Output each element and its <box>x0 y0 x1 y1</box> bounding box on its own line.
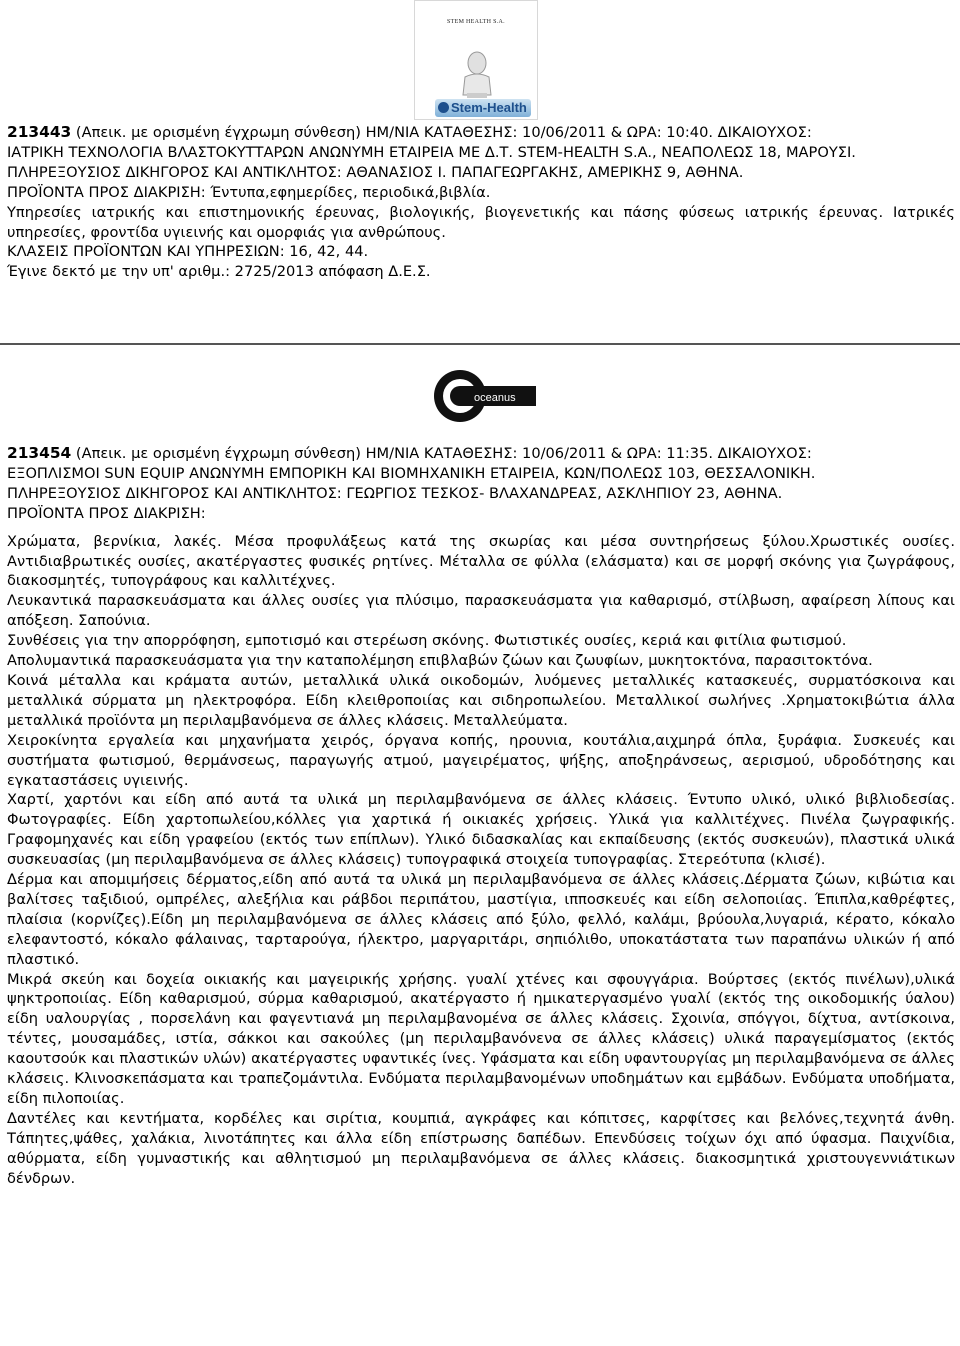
product-paragraph: Λευκαντικά παρασκευάσματα και άλλες ουσίες για πλύσιμο, παρασκευάσματα για καθαρισμό, στίλβωση, αφαίρεση λίπους και απόξεση. Σαπούνια. <box>7 592 955 630</box>
product-paragraph: Δέρμα και απομιμήσεις δέρματος,είδη από αυτά τα υλικά μη περιλαμβανόμενα σε άλλες κλάσεις.Δέρματα ζώων, κιβώτια και βαλίτσες ταξιδιού, ομπρέλες, αλεξήλια και ράβδοι περιπάτου, μαστίγια, ιπποσκευές και είδη σελοποιίας. Έπιπλα,καθρέφτες, πλαίσια (κορνίζες).Είδη μη περιλαμβανόμενα σε άλλες κλάσεις από ξύλο, φελλό, καλάμι, βρύουλα,λυγαριά, κέρατο, κόκαλο ελεφαντοστό, κόκαλο φάλαινας, ταρταρούγα, ήλεκτρο, μαργαριτάρι, σηπιόλιθο, υποκατάστατα των παραπάνω υλικών ή από πλαστικό. <box>7 871 955 968</box>
product-paragraph: Μικρά σκεύη και δοχεία οικιακής και μαγειρικής χρήσης. γυαλί χτένες και σφουγγάρια. Βούρτσες (εκτός πινέλων),υλικά ψηκτροποιίας. Είδη καθαρισμού, σύρμα καθαρισμού, ακατέργαστο ή ημικατεργασμένο γυαλί (εκτός της οικοδομικής ύαλου) είδη υαλουργίας , πορσελάνη και φαγεντιανά μη περιλαμβανομένα σε άλλες κλάσεις. Σχοινία, σπόγγοι, δίχτυα, αντίσκοινα, τέντες, μουσαμάδες, ιστία, σάκκοι και σακούλες (μη περιλαμβανόνενα σε άλλες κλάσεις) υλικά παραγεμίσματος (εκτός καουτσούκ και πλαστικών υλών) ακατέργαστες υφαντικές ίνες. Υφάσματα και είδη υφαντουργίας μη περιλαμβανόμενα σε άλλες κλάσεις. Κλινοσκεπάσματα και τραπεζομάντιλα. Ενδύματα περιλαμβανομένων υποδημάτων και εμβάδων. Ενδύματα υποδήματα, είδη πιλοποιίας. <box>7 970 955 1107</box>
entry-header-rest: (Απεικ. με ορισμένη έγχρωμη σύνθεση) ΗΜ/ΝΙΑ ΚΑΤΑΘΕΣΗΣ: 10/06/2011 & ΩΡΑ: 11:35. ΔΙΚΑΙΟΥΧΟΣ: <box>71 445 812 462</box>
products-line: ΠΡΟΪΟΝΤΑ ΠΡΟΣ ΔΙΑΚΡΙΣΗ: <box>7 504 206 522</box>
products-line: ΠΡΟΪΟΝΤΑ ΠΡΟΣ ΔΙΑΚΡΙΣΗ: Έντυπα,εφημερίδες, περιοδικά,βιβλία. <box>7 183 491 201</box>
entry-number: 213443 <box>7 123 72 141</box>
classes-line: ΚΛΑΣΕΙΣ ΠΡΟΪΟΝΤΩΝ ΚΑΙ ΥΠΗΡΕΣΙΩΝ: 16, 42, 44. <box>7 243 369 261</box>
trademark-entry-213454 <box>7 444 955 1189</box>
product-paragraph: Απολυμαντικά παρασκευάσματα για την καταπολέμηση επιβλαβών ζώων και ζωυφίων, μυκητοκτόνα, παρασιτοκτόνα. <box>7 652 873 670</box>
product-paragraph: Χειροκίνητα εργαλεία και μηχανήματα χειρός, όργανα κοπής, ηρουνια, κουτάλια,αιχμηρά όπλα, ξυράφια. Συσκευές και συστήματα φωτισμού, θερμάνσεως, παραγωγής ατμού, μαγειρέματος, ψήξης, αποξηράνσεως, αερισμού, υδροδότησης και εγκαταστάσεις υγιεινής. <box>7 731 955 789</box>
attorney-line: ΠΛΗΡΕΞΟΥΣΙΟΣ ΔΙΚΗΓΟΡΟΣ ΚΑΙ ΑΝΤΙΚΛΗΤΟΣ: ΑΘΑΝΑΣΙΟΣ Ι. ΠΑΠΑΓΕΩΡΓΑΚΗΣ, ΑΜΕΡΙΚΗΣ 9, ΑΘΗΝΑ. <box>7 163 744 181</box>
owner-line: ΙΑΤΡΙΚΗ ΤΕΧΝΟΛΟΓΙΑ ΒΛΑΣΤΟΚΥΤΤΑΡΩΝ ΑΝΩΝΥΜΗ ΕΤΑΙΡΕΙΑ ΜΕ Δ.Τ. STEM-HEALTH S.A., ΝΕΑΠΟΛΕΩΣ 18, ΜΑΡΟΥΣΙ. <box>7 143 856 161</box>
product-paragraph: Χρώματα, βερνίκια, λακές. Μέσα προφυλάξεως κατά της σκωρίας και μέσα συντηρήσεως ξύλου.Χρωστικές ουσίες. Αντιδιαβρωτικές ουσίες, ακατέργαστες φυσικές ρητίνες. Μέταλλα σε φύλλα (ελάσματα) και σε μορφή σκόνης για ζωγράφους, διακοσμητές, τυπογράφους και καλλιτέχνες. <box>7 532 955 590</box>
decision-line: Έγινε δεκτό με την υπ' αριθμ.: 2725/2013 απόφαση Δ.Ε.Σ. <box>7 263 431 281</box>
logo-company-text: STEM HEALTH S.A. <box>447 19 505 25</box>
bust-statue-icon <box>457 51 497 99</box>
product-paragraph: Κοινά μέταλλα και κράματα αυτών, μεταλλικά υλικά οικοδομών, λυόμενες μεταλλικές κατασκευές, συρματόσκοινα και μεταλλικά σύρματα μη ηλεκτροφόρα. Είδη κλειθροποιίας και σιδηροπωλείου. Μεταλλικοί σωλήνες .Χρηματοκιβώτια άλλα μεταλλικά προϊόντα μη περιλαμβανόμενα σε άλλες κλάσεις. Μεταλλεύματα. <box>7 671 955 729</box>
oceanus-brand-text: oceanus <box>474 392 516 404</box>
trademark-entry-213443 <box>7 123 955 282</box>
brand-globe-icon <box>438 102 449 113</box>
entry-header-rest: (Απεικ. με ορισμένη έγχρωμη σύνθεση) ΗΜ/ΝΙΑ ΚΑΤΑΘΕΣΗΣ: 10/06/2011 & ΩΡΑ: 10:40. ΔΙΚΑΙΟΥΧΟΣ: <box>71 124 812 141</box>
attorney-line: ΠΛΗΡΕΞΟΥΣΙΟΣ ΔΙΚΗΓΟΡΟΣ ΚΑΙ ΑΝΤΙΚΛΗΤΟΣ: ΓΕΩΡΓΙΟΣ ΤΕΣΚΟΣ- ΒΛΑΧΑΝΔΡΕΑΣ, ΑΣΚΛΗΠΙΟΥ 23, ΑΘΗΝΑ. <box>7 484 783 502</box>
product-paragraph: Χαρτί, χαρτόνι και είδη από αυτά τα υλικά μη περιλαμβανόμενα σε άλλες κλάσεις. Έντυπο υλικό, υλικό βιβλιοδεσίας. Φωτογραφίες. Είδη χαρτοπωλείου,κόλλες για χαρτικά ή οικιακές χρήσεις. Υλικά για καλλιτέχνες. Πινέλα ζωγραφικής. Γραφομηχανές και είδη γραφείου (εκτός των επίπλων). Υλικό διδασκαλίας και εκπαίδευσης (εκτός συσκευών), πλαστικά υλικά συσκευασίας (μη περιλαμβανόμενα σε άλλες κλάσεις) τυπογραφικά στοιχεία τυπογραφίας. Στερεότυπα (κλισέ). <box>7 791 955 869</box>
entry-header-line <box>7 123 955 143</box>
entry-number: 213454 <box>7 444 72 462</box>
product-paragraph: Συνθέσεις για την απορρόφηση, εμποτισμό και στερέωση σκόνης. Φωτιστικές ουσίες, κεριά και φιτίλια φωτισμού. <box>7 632 847 650</box>
entry-header-line <box>7 444 955 464</box>
section-divider <box>0 343 960 345</box>
services-description: Υπηρεσίες ιατρικής και επιστημονικής έρευνας, βιολογικής, βιογενετικής και πάσης φύσεως ιατρικής έρευνας. Ιατρικές υπηρεσίες, φροντίδα υγιεινής και ομορφιάς για ανθρώπους. <box>7 203 955 241</box>
product-paragraph: Δαντέλες και κεντήματα, κορδέλες και σιρίτια, κουμπιά, αγκράφες και κόπιτσες, καρφίτσες και βελόνες,τεχνητά άνθη. Τάπητες,ψάθες, χαλάκια, λινοτάπητες και άλλα είδη επίστρωσης δαπέδων. Επενδύσεις τοίχων όχι από ύφασμα. Παιχνίδια, αθύρματα, είδη γυμναστικής και αθλητισμού μη περιλαμβανόμενα σε άλλες κλάσεις. διακοσμητικά χριστουγεννιάτικων δένδρων. <box>7 1109 955 1187</box>
stem-health-brand <box>435 99 531 117</box>
stem-health-logo <box>414 0 538 120</box>
brand-text: Stem-Health <box>451 100 527 115</box>
oceanus-logo-icon <box>430 352 536 440</box>
owner-line: ΕΞΟΠΛΙΣΜΟΙ SUN EQUIP ΑΝΩΝΥΜΗ ΕΜΠΟΡΙΚΗ ΚΑΙ ΒΙΟΜΗΧΑΝΙΚΗ ΕΤΑΙΡΕΙΑ, ΚΩΝ/ΠΟΛΕΩΣ 103, ΘΕΣΣΑΛΟΝΙΚΗ. <box>7 464 816 482</box>
